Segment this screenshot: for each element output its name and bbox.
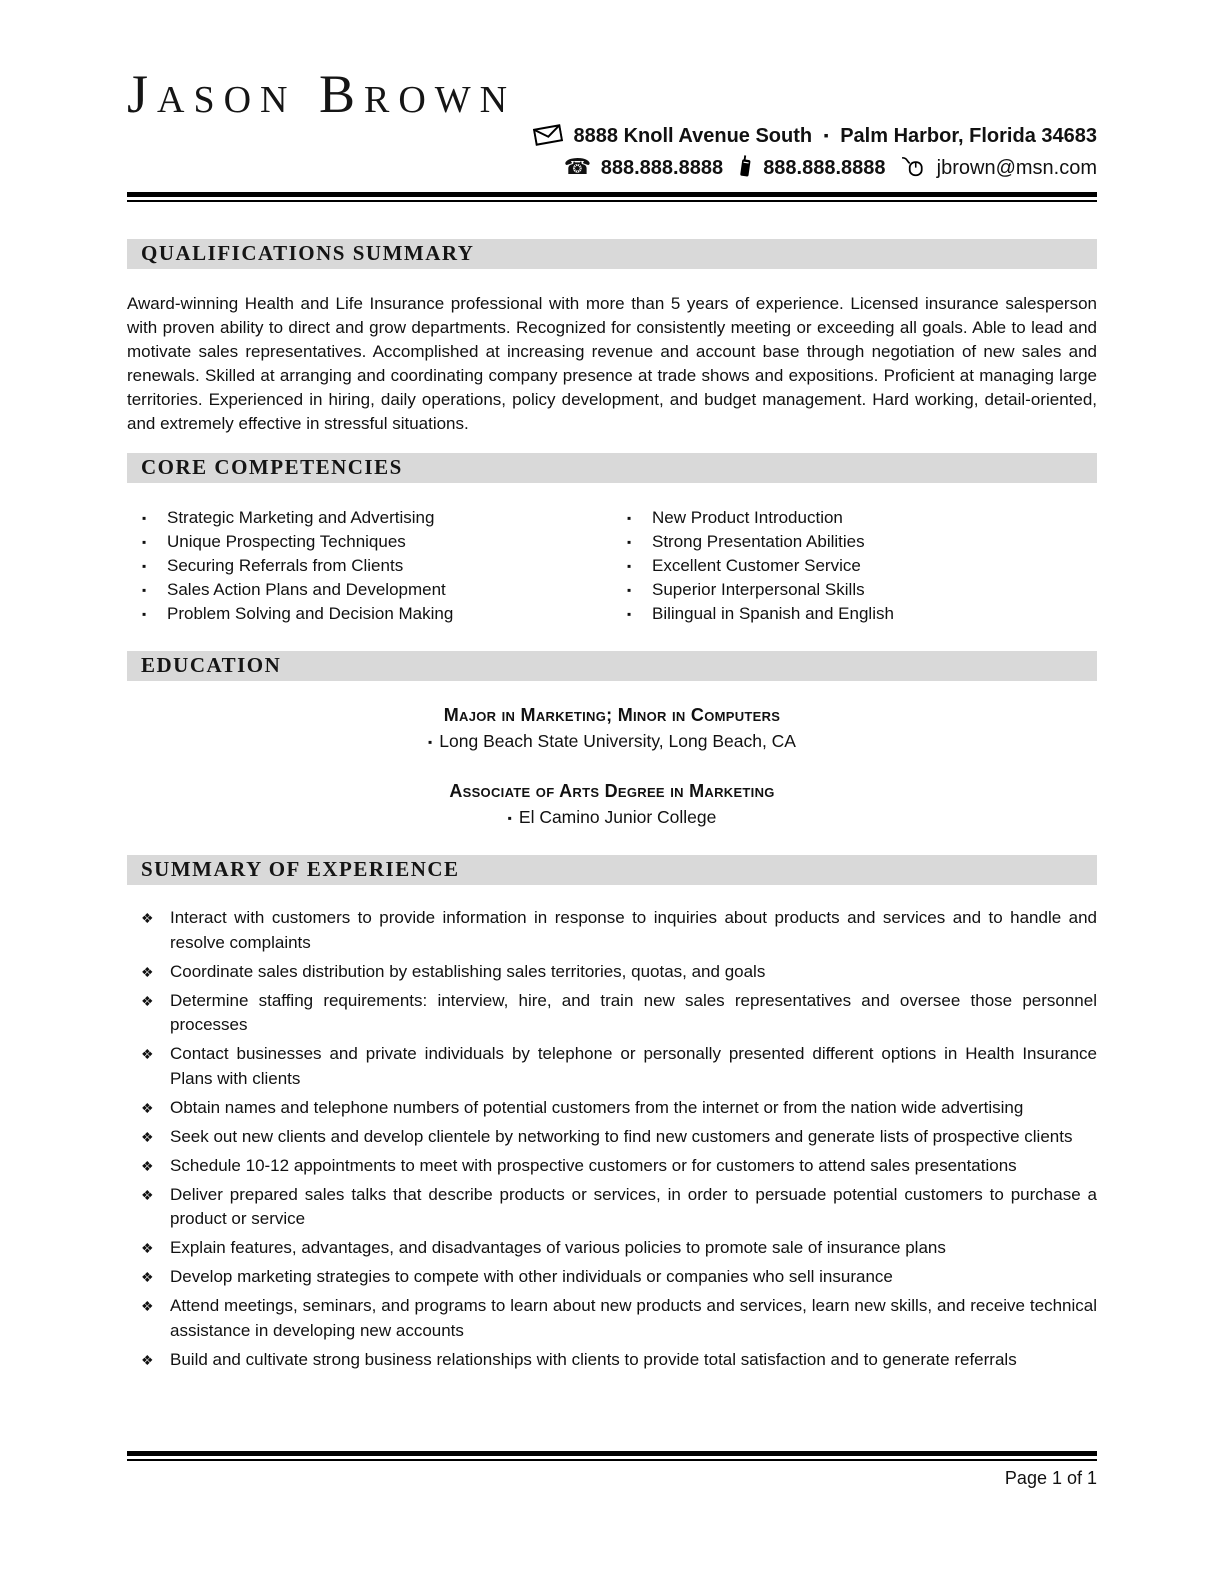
experience-text: Deliver prepared sales talks that describe products or services, in order to persuade potential customers to purchase a product or service (170, 1184, 1097, 1228)
competency-item (127, 554, 612, 578)
address-separator: ▪ (823, 127, 829, 143)
diamond-bullet-icon: ❖ (141, 1157, 154, 1174)
diamond-bullet-icon: ❖ (141, 1298, 154, 1314)
competency-label: Bilingual in Spanish and English (652, 604, 894, 623)
education-heading: EDUCATION (127, 651, 1097, 681)
mobile-number: 888.888.8888 (763, 157, 886, 179)
education-entry (127, 704, 1097, 754)
mobile-phone-icon (739, 155, 752, 185)
experience-item (127, 1125, 1097, 1150)
education-entry (127, 780, 1097, 830)
competency-label: Unique Prospecting Techniques (167, 532, 406, 551)
experience-text: Develop marketing strategies to compete with other individuals or companies who sell insurance (170, 1267, 893, 1286)
telephone-icon: ☎ (563, 154, 592, 179)
experience-item (127, 1265, 1097, 1290)
phone-email-line (127, 153, 1097, 185)
competency-item (612, 602, 1097, 626)
competency-label: Excellent Customer Service (652, 556, 861, 575)
experience-text: Build and cultivate strong business relationships with clients to provide total satisfaction and to generate referrals (170, 1349, 1017, 1369)
experience-item (127, 1154, 1097, 1179)
square-bullet-icon: ▪ (142, 559, 147, 573)
diamond-bullet-icon: ❖ (141, 910, 154, 926)
experience-text: Seek out new clients and develop clientele by networking to find new customers and generate lists of prospective clients (170, 1126, 1073, 1146)
square-bullet-icon: ▪ (507, 811, 512, 825)
square-bullet-icon: ▪ (142, 583, 147, 597)
competency-item (612, 506, 1097, 530)
experience-item (127, 1294, 1097, 1343)
diamond-bullet-icon: ❖ (141, 1240, 154, 1256)
section-competencies (127, 453, 1097, 626)
school-line (127, 729, 1097, 754)
degree-title: Major in Marketing; Minor in Computers (443, 705, 781, 725)
competency-column-right (612, 506, 1097, 626)
experience-list (127, 906, 1097, 1372)
experience-item (127, 989, 1097, 1038)
diamond-bullet-icon: ❖ (141, 1269, 154, 1285)
mail-icon (534, 125, 562, 153)
education-block (127, 704, 1097, 830)
experience-text: Explain features, advantages, and disadvantages of various policies to promote sale of insurance plans (170, 1238, 946, 1257)
header-divider (127, 192, 1097, 202)
diamond-bullet-icon: ❖ (141, 963, 154, 980)
experience-text: Determine staffing requirements: interview, hire, and train new sales representatives and oversee those personnel processes (170, 990, 1097, 1034)
experience-text: Schedule 10-12 appointments to meet with prospective customers or for customers to attend sales presentations (170, 1155, 1017, 1175)
experience-item (127, 1236, 1097, 1261)
square-bullet-icon: ▪ (142, 535, 147, 549)
school-name: El Camino Junior College (518, 807, 717, 827)
footer (127, 1444, 1097, 1489)
person-name: Jason Brown (127, 64, 517, 124)
page-number-label: Page 1 of 1 (1004, 1468, 1097, 1488)
mouse-icon (901, 155, 925, 185)
qualifications-paragraph: Award-winning Health and Life Insurance professional with more than 5 years of experience. Licensed insurance salesperson with proven ability to direct and grow departments. Recognized for consistently meeting or exceeding all goals. Able to lead and motivate sales representatives. Accomplished at increasing revenue and account base through negotiation of new sales and renewals. Skilled at arranging and coordinating company presence at trade shows and expositions. Proficient at managing large territories. Experienced in hiring, daily operations, policy development, and budget management. Hard working, detail-oriented, and extremely effective in stressful situations. (127, 294, 1097, 433)
experience-item (127, 960, 1097, 985)
experience-item (127, 1183, 1097, 1232)
diamond-bullet-icon: ❖ (141, 1046, 154, 1062)
section-experience (127, 855, 1097, 1372)
school-line (127, 805, 1097, 830)
square-bullet-icon: ▪ (627, 535, 632, 549)
competency-label: Strategic Marketing and Advertising (167, 508, 435, 527)
experience-heading: SUMMARY OF EXPERIENCE (127, 855, 1097, 885)
square-bullet-icon: ▪ (627, 583, 632, 597)
competency-column-left (127, 506, 612, 626)
diamond-bullet-icon: ❖ (141, 1351, 154, 1368)
square-bullet-icon: ▪ (627, 559, 632, 573)
experience-item (127, 1348, 1097, 1373)
competency-label: Problem Solving and Decision Making (167, 604, 454, 623)
address-line (127, 122, 1097, 153)
square-bullet-icon: ▪ (428, 735, 433, 749)
section-education (127, 651, 1097, 830)
contact-block (127, 122, 1097, 185)
diamond-bullet-icon: ❖ (141, 1186, 154, 1203)
competency-item (612, 578, 1097, 602)
competency-item (612, 554, 1097, 578)
footer-divider (127, 1451, 1097, 1461)
diamond-bullet-icon: ❖ (141, 992, 154, 1009)
competency-label: Sales Action Plans and Development (167, 580, 446, 599)
competency-item (127, 602, 612, 626)
square-bullet-icon: ▪ (142, 511, 147, 525)
experience-item (127, 1096, 1097, 1121)
header (127, 66, 1097, 202)
competency-label: Superior Interpersonal Skills (652, 580, 865, 599)
section-qualifications (127, 239, 1097, 436)
school-name: Long Beach State University, Long Beach, CA (439, 731, 796, 751)
experience-text: Contact businesses and private individuals by telephone or personally presented different options in Health Insurance Plans with clients (170, 1044, 1097, 1088)
competency-label: New Product Introduction (652, 508, 843, 527)
email-address[interactable]: jbrown@msn.com (936, 157, 1097, 179)
experience-text: Interact with customers to provide information in response to inquiries about products and services and to handle and resolve complaints (170, 908, 1097, 952)
competency-item (127, 506, 612, 530)
competencies-heading: CORE COMPETENCIES (127, 453, 1097, 483)
square-bullet-icon: ▪ (142, 607, 147, 621)
competency-item (612, 530, 1097, 554)
competency-item (127, 530, 612, 554)
degree-title: Associate of Arts Degree in Marketing (449, 781, 775, 801)
square-bullet-icon: ▪ (627, 607, 632, 621)
qualifications-heading: QUALIFICATIONS SUMMARY (127, 239, 1097, 269)
experience-text: Attend meetings, seminars, and programs to learn about new products and services, learn new skills, and receive technical assistance in developing new accounts (170, 1296, 1097, 1340)
street-address: 8888 Knoll Avenue South (573, 125, 813, 147)
city-state-zip: Palm Harbor, Florida 34683 (840, 125, 1097, 147)
competency-item (127, 578, 612, 602)
experience-item (127, 906, 1097, 955)
experience-text: Coordinate sales distribution by establishing sales territories, quotas, and goals (170, 961, 766, 981)
competency-label: Securing Referrals from Clients (167, 556, 404, 575)
experience-item (127, 1042, 1097, 1091)
competency-label: Strong Presentation Abilities (652, 532, 865, 551)
experience-text: Obtain names and telephone numbers of potential customers from the internet or from the nation wide advertising (170, 1097, 1024, 1117)
diamond-bullet-icon: ❖ (141, 1128, 154, 1145)
phone-number: 888.888.8888 (600, 157, 724, 179)
square-bullet-icon: ▪ (627, 511, 632, 525)
diamond-bullet-icon: ❖ (141, 1099, 154, 1116)
competency-columns (127, 506, 1097, 626)
